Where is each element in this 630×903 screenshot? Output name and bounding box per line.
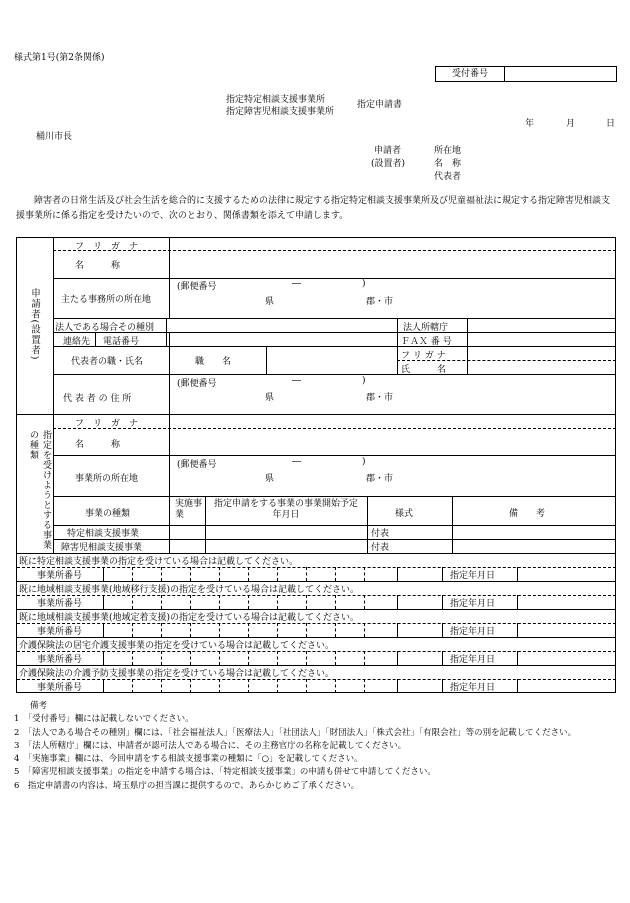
- postal-code-label: (郵便番号: [177, 282, 217, 292]
- receipt-number-box: [435, 66, 617, 82]
- business-row-specified-format: 付表: [371, 529, 390, 539]
- applicant-label: 申請者: [374, 146, 402, 156]
- office-number-label-3: 事業所番号: [37, 627, 83, 637]
- postal-close-paren: ): [362, 279, 366, 289]
- applicant-section-label: 申請者(設置者): [29, 288, 40, 361]
- phone-label: 電話番号: [103, 337, 140, 347]
- notes-section: [14, 700, 619, 793]
- designation-date-label-3: 指定年月日: [450, 627, 496, 637]
- format-header: 様式: [395, 509, 414, 519]
- county-city-label: 郡・市: [366, 297, 394, 307]
- prior-section-3: 既に地域相談支援事業(地域定着支援)の指定を受けている場合は記載してください。: [19, 613, 360, 623]
- start-date-header: 指定申請をする事業の事業開始予定年月日: [213, 499, 358, 520]
- main-office-location-label: 主たる事務所の所在地: [61, 295, 152, 305]
- notes-title: 備考: [30, 701, 48, 711]
- note-item: 1 「受付番号」欄には記載しないでください。: [14, 714, 194, 725]
- rep-prefecture-label: 県: [265, 393, 275, 403]
- business-row-specified: 特定相談支援事業: [67, 529, 140, 539]
- rep-postal-code-label: (郵便番号: [177, 379, 217, 389]
- office-number-label-2: 事業所番号: [37, 599, 83, 609]
- business-row-child: 障害児相談支援事業: [61, 543, 143, 553]
- note-item: 2 「法人である場合その種別」欄には、「社会福祉法人」「医療法人」「社団法人」「財団法人」「株式会社」「有限会社」等の別を記載してください。: [14, 727, 577, 738]
- application-form-table: [16, 237, 616, 693]
- applicant-name-label: 名 称: [434, 159, 462, 169]
- rep-postal-dash: ―: [292, 376, 301, 386]
- prior-section-5: 介護保険法の介護予防支援事業の指定を受けている場合は記載してください。: [19, 669, 335, 679]
- rep-full-name-label: 氏 名: [401, 365, 447, 375]
- designation-date-label-4: 指定年月日: [450, 655, 496, 665]
- applicant-representative-label: 代表者: [434, 172, 462, 182]
- implementation-header: 実施事業: [175, 499, 203, 520]
- position-label: 職 名: [195, 357, 232, 367]
- rep-title-name-label: 代表者の職・氏名: [71, 357, 144, 367]
- business-section-label: 指定を受けようとする事業の種類: [28, 430, 51, 550]
- business-furigana-label: フ リ ガ ナ: [75, 419, 139, 429]
- office-number-label-1: 事業所番号: [37, 571, 83, 581]
- founder-label: (設置者): [371, 159, 406, 169]
- designation-date-label-5: 指定年月日: [450, 683, 496, 693]
- note-item: 4 「実施事業」欄には、今回申請をする相談支援事業の種類に「○」を記載してください。: [14, 754, 363, 765]
- office-location-label: 事業所の所在地: [75, 474, 139, 484]
- office-number-label-5: 事業所番号: [37, 683, 83, 693]
- rep-address-label: 代 表 者 の 住 所: [63, 394, 132, 404]
- remarks-header: 備 考: [509, 509, 546, 519]
- office-postal-close-paren: ): [362, 457, 366, 467]
- fax-label: ＦＡＸ 番 号: [401, 337, 452, 347]
- title-line-1: 指定特定相談支援事業所: [226, 95, 326, 105]
- office-postal-code-label: (郵便番号: [177, 460, 217, 470]
- date-month: 月: [566, 119, 576, 129]
- designation-date-label-1: 指定年月日: [450, 571, 496, 581]
- title-suffix: 指定申請書: [357, 100, 403, 110]
- office-number-label-4: 事業所番号: [37, 655, 83, 665]
- rep-county-city-label: 郡・市: [366, 393, 394, 403]
- prior-section-2: 既に地域相談支援事業(地域移行支援)の指定を受けている場合は記載してください。: [19, 585, 360, 595]
- office-county-city-label: 郡・市: [366, 474, 394, 484]
- authority-label: 法人所轄庁: [403, 323, 449, 333]
- title-line-2: 指定障害児相談支援事業所: [226, 107, 335, 117]
- note-item: 3 「法人所轄庁」欄には、申請者が認可法人である場合に、その主務官庁の名称を記載してください。: [14, 740, 407, 751]
- office-prefecture-label: 県: [265, 474, 275, 484]
- business-name-label: 名 称: [75, 440, 121, 450]
- prefecture-label: 県: [265, 297, 275, 307]
- corp-type-label: 法人である場合その種別: [55, 323, 155, 333]
- name-field[interactable]: [170, 251, 615, 278]
- designation-date-label-2: 指定年月日: [450, 599, 496, 609]
- addressee: 桶川市長: [36, 132, 73, 142]
- prior-section-1: 既に特定相談支援事業の指定を受けている場合は記載してください。: [19, 557, 299, 567]
- furigana-label: フ リ ガ ナ: [75, 242, 139, 252]
- note-item: 6 指定申請書の内容は、埼玉県庁の担当課に提供するので、あらかじめご了承ください。: [14, 780, 360, 791]
- receipt-number-label: 受付番号: [436, 67, 505, 81]
- name-label: 名 称: [75, 261, 121, 271]
- form-number: 様式第1号(第2条関係): [14, 53, 105, 63]
- date-year: 年: [525, 119, 535, 129]
- business-type-header: 事業の種類: [85, 509, 131, 519]
- intro-paragraph: 障害者の日常生活及び社会生活を総合的に支援するための法律に規定する指定特定相談支援事業所及び児童福祉法に規定する指定障害児相談支援事業所に係る指定を受けたいので、次のとおり、関係書類を添えて申請します。: [16, 196, 611, 221]
- applicant-location-label: 所在地: [434, 146, 462, 156]
- rep-furigana-label: フ リ ガ ナ: [401, 351, 446, 361]
- office-postal-dash: ―: [292, 457, 301, 467]
- rep-postal-close-paren: ): [362, 376, 366, 386]
- postal-dash: ―: [292, 279, 301, 289]
- contact-label: 連絡先: [63, 337, 91, 347]
- note-item: 5 「障害児相談支援事業」の指定を申請する場合は、「特定相談支援事業」の申請も併せて申請してください。: [14, 767, 436, 778]
- business-row-child-format: 付表: [371, 543, 390, 553]
- receipt-number-field[interactable]: [505, 67, 616, 81]
- date-day: 日: [606, 119, 616, 129]
- prior-section-4: 介護保険法の居宅介護支援事業の指定を受けている場合は記載してください。: [19, 641, 335, 651]
